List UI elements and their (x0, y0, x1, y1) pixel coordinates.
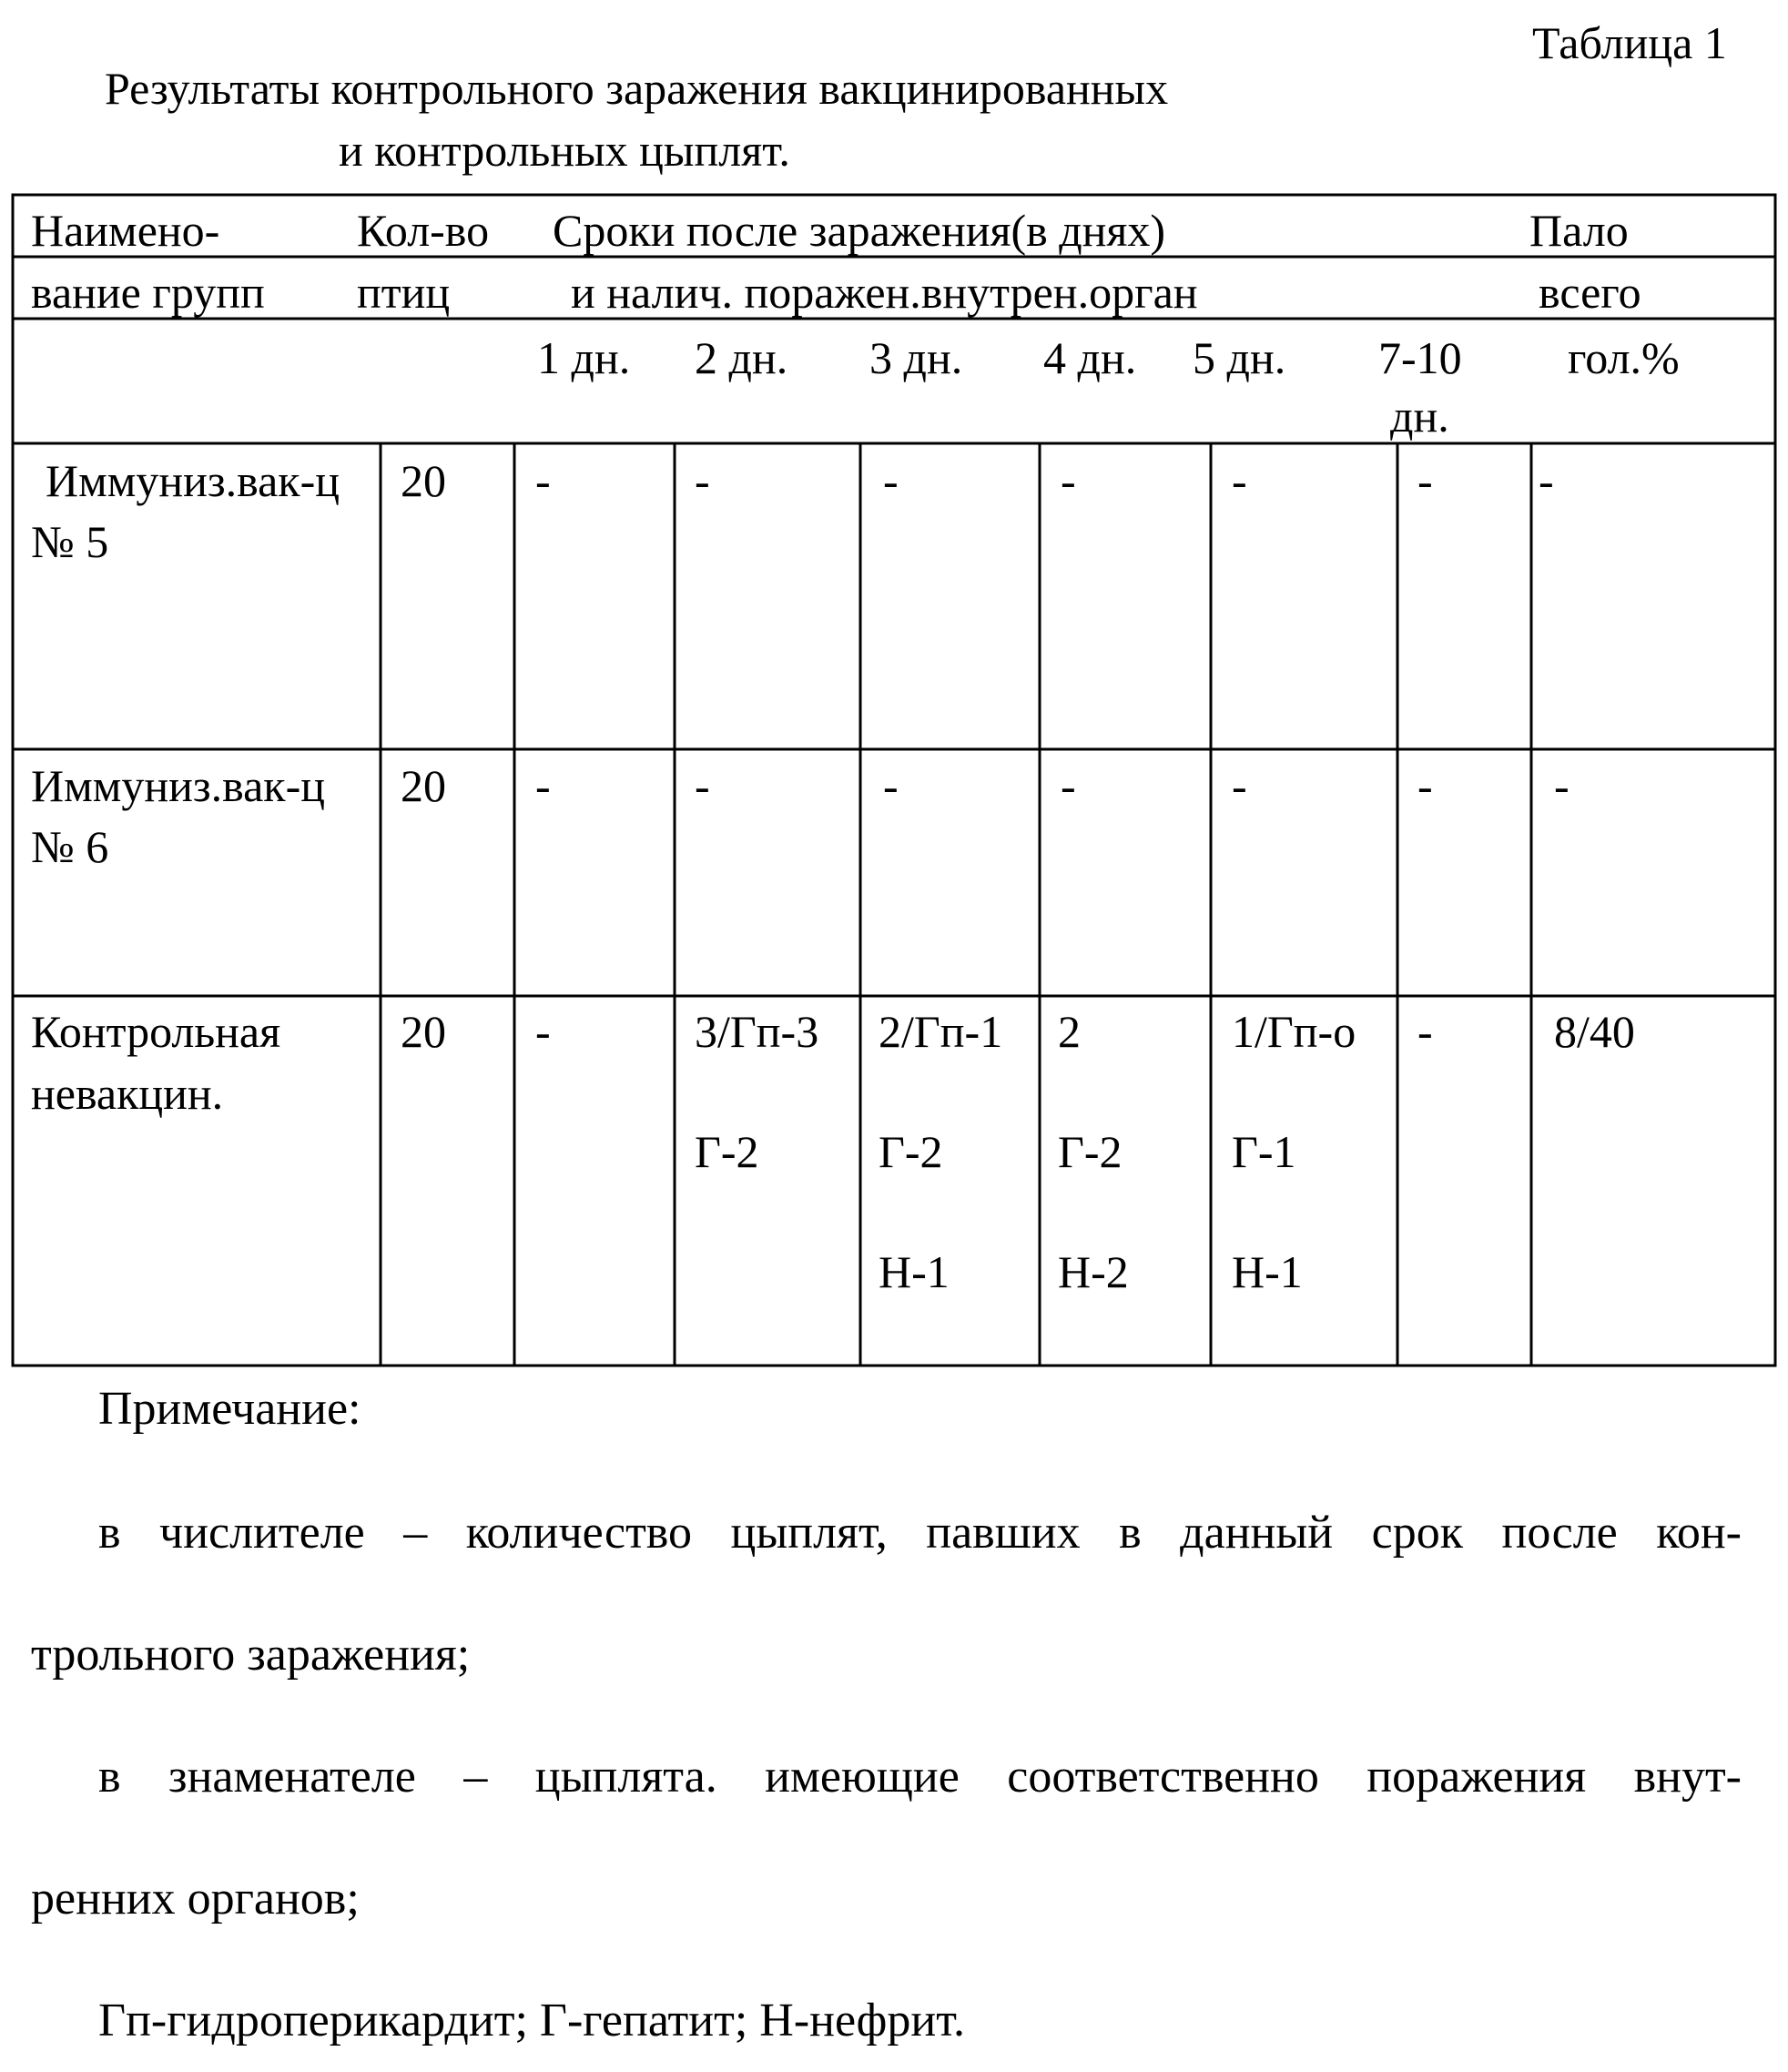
header-count-line2: птиц (357, 269, 450, 315)
table-label: Таблица 1 (1532, 20, 1727, 66)
row3-group-line2: невакцин. (31, 1071, 223, 1116)
header-day-5: 5 дн. (1193, 335, 1285, 381)
row3-died: 8/40 (1554, 1009, 1635, 1054)
header-died-line3: гол.% (1568, 335, 1680, 381)
table-title-line1: Результаты контрольного заражения вакцинированных (105, 66, 1168, 111)
row3-day4-line1: 2 (1058, 1009, 1081, 1054)
row3-day3-line1: 2/Гп-1 (879, 1009, 1002, 1054)
header-group-line2: вание групп (31, 269, 265, 315)
row3-day5-line2: Г-1 (1232, 1129, 1296, 1174)
header-day-1: 1 дн. (537, 335, 630, 381)
row1-group-line2: № 5 (31, 519, 108, 564)
header-group-line1: Наимено- (31, 208, 219, 253)
header-count-line1: Кол-во (357, 208, 489, 253)
table-title-line2: и контрольных цыплят. (339, 127, 790, 173)
notes-heading: Примечание: (98, 1386, 361, 1433)
notes-p1-line1: в числителе – количество цыплят, павших в данный срок после кон- (98, 1509, 1742, 1557)
header-died-line2: всего (1539, 269, 1641, 315)
row2-day2: - (695, 763, 710, 808)
header-day-7-10-unit: дн. (1390, 393, 1449, 439)
row3-day4-line3: Н-2 (1058, 1249, 1129, 1295)
row3-day5-line1: 1/Гп-о (1232, 1009, 1356, 1054)
row3-group-line1: Контрольная (31, 1009, 280, 1054)
row2-died: - (1554, 763, 1570, 808)
row2-day7-10: - (1417, 763, 1433, 808)
header-terms-line2: и налич. поражен.внутрен.орган (571, 269, 1198, 315)
header-day-7-10: 7-10 (1378, 335, 1462, 381)
row1-group-line1: Иммуниз.вак-ц (46, 458, 340, 503)
row1-day2: - (695, 458, 710, 503)
notes-p1-line2: трольного заражения; (31, 1631, 470, 1679)
row2-group-line1: Иммуниз.вак-ц (31, 763, 325, 808)
header-day-4: 4 дн. (1043, 335, 1136, 381)
row1-day3: - (883, 458, 899, 503)
row3-count: 20 (401, 1009, 446, 1054)
row3-day5-line3: Н-1 (1232, 1249, 1303, 1295)
row3-day7-10: - (1417, 1009, 1433, 1054)
row1-died: - (1539, 458, 1554, 503)
header-day-2: 2 дн. (695, 335, 787, 381)
row2-group-line2: № 6 (31, 824, 108, 869)
row3-day1: - (535, 1009, 551, 1054)
row2-day5: - (1232, 763, 1247, 808)
row1-day1: - (535, 458, 551, 503)
row1-day5: - (1232, 458, 1247, 503)
row1-day4: - (1061, 458, 1076, 503)
row1-count: 20 (401, 458, 446, 503)
header-day-3: 3 дн. (869, 335, 962, 381)
notes-p2-line2: ренних органов; (31, 1875, 360, 1923)
row2-day3: - (883, 763, 899, 808)
header-terms-line1: Сроки после заражения(в днях) (553, 208, 1165, 253)
row3-day4-line2: Г-2 (1058, 1129, 1123, 1174)
notes-abbreviations: Гп-гидроперикардит; Г-гепатит; Н-нефрит. (98, 1997, 965, 2045)
row3-day3-line3: Н-1 (879, 1249, 950, 1295)
row3-day2-line1: 3/Гп-3 (695, 1009, 818, 1054)
row2-day4: - (1061, 763, 1076, 808)
row3-day2-line2: Г-2 (695, 1129, 759, 1174)
header-died-line1: Пало (1529, 208, 1629, 253)
notes-p2-line1: в знаменателе – цыплята. имеющие соответственно поражения внут- (98, 1753, 1742, 1801)
row2-day1: - (535, 763, 551, 808)
row2-count: 20 (401, 763, 446, 808)
row1-day7-10: - (1417, 458, 1433, 503)
row3-day3-line2: Г-2 (879, 1129, 943, 1174)
